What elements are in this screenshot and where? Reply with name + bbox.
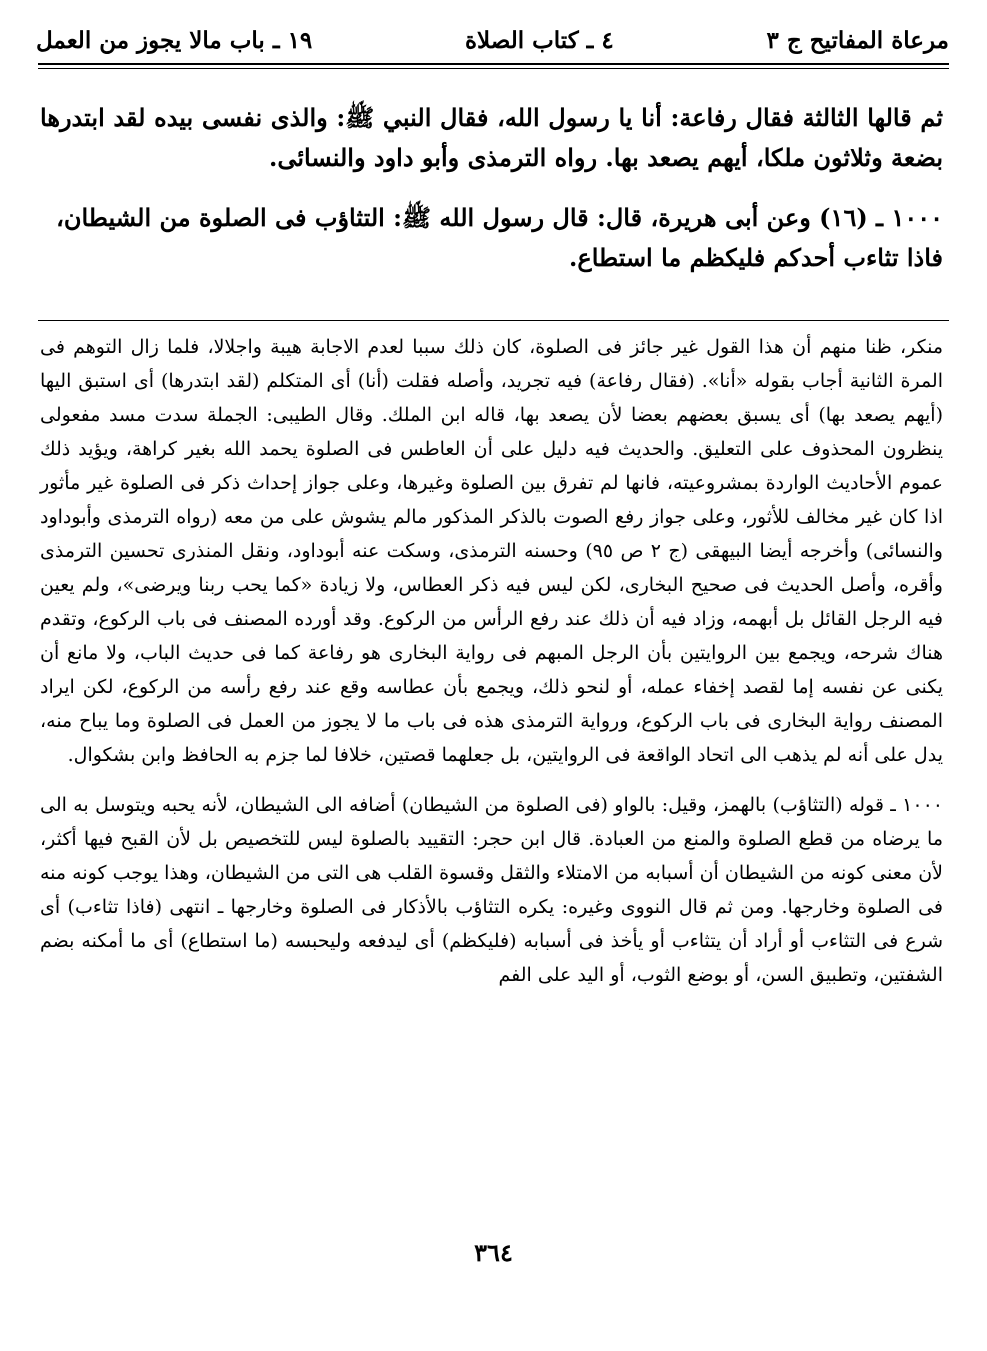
hadith-1000-first-line: ١٠٠٠ ـ (١٦) وعن أبى هريرة، قال: قال رسول الله ﷺ: التثاؤب فى الصلوة من الشيطان، — [56, 203, 943, 232]
section-title: ٤ ـ كتاب الصلاة — [464, 26, 614, 54]
commentary-separator-rule — [38, 320, 949, 321]
header-rule — [38, 63, 949, 69]
running-header — [36, 22, 949, 58]
commentary-paragraph-1000: ١٠٠٠ ـ قوله (التثاؤب) بالهمز، وقيل: بالواو (فى الصلوة من الشيطان) أضافه الى الشيطان، لأنه يحبه ويتوسل به الى ما يرضاه من قطع الصلوة والمنع من العبادة. قال ابن حجر: التقييد بالصلوة ليس للتخصيص بل لأن القبح فيها أكثر، لأن معنى كونه من الشيطان أن أسبابه من الامتلاء والثقل وقسوة القلب هى التى من الشيطان، وهذا يوجب كونه منه فى الصلوة وخارجها. ومن ثم قال النووى وغيره: يكره التثاؤب بالأذكار فى الصلوة وخارجها ـ انتهى (فاذا تثاءب) أى شرع فى التثاءب أو أراد أن يتثاءب أو يأخذ فى أسبابه (فليكظم) أى ليدفعه وليحبسه (ما استطاع) أى ما أمكنه بضم الشفتين، وتطبيق السن، أو بوضع الثوب، أو اليد على الفم — [40, 794, 943, 986]
hadith-999-ending: ثم قالها الثالثة فقال رفاعة: أنا يا رسول الله، فقال النبي ﷺ: والذى نفسى بيده لقد ابتدرها بضعة وثلاثون ملكا، أيهم يصعد بها. رواه الترمذى وأبو داود والنسائى. — [40, 103, 943, 172]
hadith-text-block — [40, 98, 943, 278]
hadith-1000-last-line: فاذا تثاءب أحدكم فليكظم ما استطاع. — [569, 243, 943, 272]
commentary-paragraph-999: منكر، ظنا منهم أن هذا القول غير جائز فى الصلوة، كان ذلك سببا لعدم الاجابة هيبة واجلالا، فلما زال التوهم فى المرة الثانية أجاب بقوله «أنا». (فقال رفاعة) فيه تجريد، وأصله فقلت (أنا) أى المتكلم (لقد ابتدرها) أى استبق اليها (أيهم يصعد بها) أى يسبق بعضهم بعضا لأن يصعد بها، قاله ابن الملك. وقال الطيبى: الجملة سدت مسد مفعولى ينظرون المحذوف على التعليق. والحديث فيه دليل على أن العاطس فى الصلوة يحمد الله بغير كراهة، ويؤيد ذلك عموم الأحاديث الواردة بمشروعيته، فانها لم تفرق بين الصلوة وغيرها، وعلى جواز إحداث ذكر فى الصلوة غير مأثور اذا كان غير مخالف للأثور، وعلى جواز رفع الصوت بالذكر المذكور مالم يشوش على من معه (رواه الترمذى وأبوداود والنسائى) وأخرجه أيضا البيهقى (ج ٢ ص ٩٥) وحسنه الترمذى، وسكت عنه أبوداود، ونقل المنذرى تحسين الترمذى وأقره، وأصل الحديث فى صحيح البخارى، لكن ليس فيه ذكر العطاس، ولا زيادة «كما يحب ربنا ويرضى»، ولم يعين فيه الرجل القائل بل أبهمه، وزاد فيه أن ذلك عند رفع الرأس من الركوع. وقد أورده المصنف فى باب الركوع، وتقدم هناك شرحه، ويجمع بين الروايتين بأن الرجل المبهم فى رواية البخارى هو رفاعة كما فى حديث الباب، ولا مانع أن يكنى عن نفسه إما لقصد إخفاء عمله، أو لنحو ذلك، ويجمع بأن عطاسه وقع عند رفع رأسه من الركوع، لكن ايراد المصنف رواية البخارى فى باب الركوع، ورواية الترمذى هذه فى باب ما لا يجوز من العمل فى الصلوة وما يباح منه، يدل على أنه لم يذهب الى اتحاد الواقعة فى الروايتين، بل جعلهما قصتين، خلافا لما جزم به الحافظ وابن بشكوال. — [40, 336, 944, 766]
book-title: مرعاة المفاتيح ج ٣ — [766, 26, 949, 54]
hadith-1000 — [40, 198, 943, 278]
chapter-title: ١٩ ـ باب مالا يجوز من العمل — [36, 26, 313, 54]
commentary-block — [40, 330, 943, 1008]
page-number: ٣٦٤ — [474, 1238, 513, 1267]
